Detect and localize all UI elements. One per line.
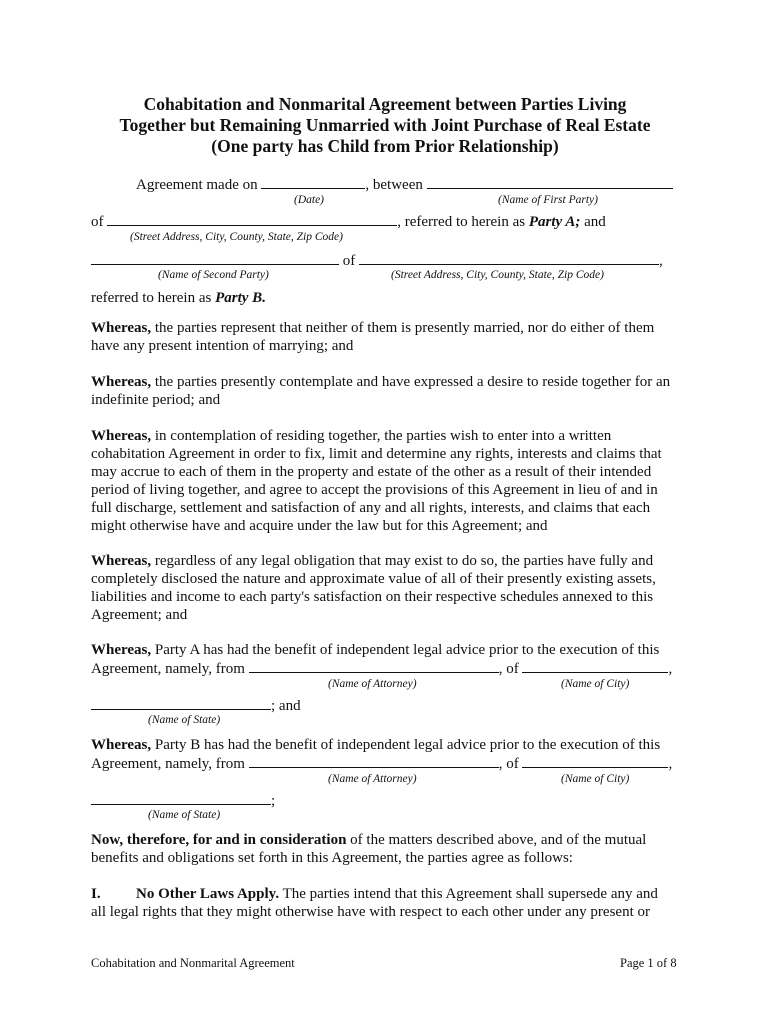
party-a-state-field[interactable] (91, 696, 271, 710)
first-party-address-field[interactable] (107, 212, 397, 226)
date-field[interactable] (261, 175, 365, 189)
paragraph-text: Party B has had the benefit of independent legal advice prior to the execution of this (154, 737, 661, 753)
whereas-label: Whereas, (91, 737, 152, 753)
whereas-paragraph-4 (91, 552, 681, 624)
of-text-2: of (342, 253, 356, 269)
party-b-attorney-field[interactable] (249, 754, 499, 768)
attorney-caption: (Name of Attorney) (328, 773, 417, 785)
between-text: , between (365, 177, 423, 193)
paragraph-text: benefits and obligations set forth in this Agreement, the parties agree as follows: (91, 850, 573, 866)
footer-page-number: Page 1 of 8 (620, 956, 677, 970)
party-a-attorney-field[interactable] (249, 659, 499, 673)
of-text: of (91, 214, 104, 230)
paragraph-text: the parties presently contemplate and have expressed a desire to reside together for an (154, 374, 671, 390)
party-b-text: referred to herein as (91, 290, 212, 306)
whereas-paragraph-5 (91, 641, 681, 659)
party-a-state-line (91, 696, 301, 715)
paragraph-text: have any present intention of marrying; and (91, 338, 354, 354)
paragraph-text: period of living together, and agree to accept the provisions of this Agreement in lieu of and in (91, 482, 658, 498)
party-b-label: Party B. (215, 290, 266, 306)
party-b-state-field[interactable] (91, 791, 271, 805)
paragraph-text: in contemplation of residing together, the parties wish to enter into a written (154, 428, 612, 444)
title-line-2: Together but Remaining Unmarried with Joint Purchase of Real Estate (119, 115, 651, 135)
paragraph-text: regardless of any legal obligation that may exist to do so, the parties have fully and (154, 553, 654, 569)
comma-text: , (659, 253, 663, 269)
comma-text: , (668, 661, 673, 677)
and-text: ; and (271, 698, 301, 714)
paragraph-text: cohabitation Agreement in order to fix, limit and determine any rights, interests and claims that (91, 446, 662, 462)
first-party-caption: (Name of First Party) (498, 194, 598, 206)
paragraph-text: The parties intend that this Agreement shall supersede any and (282, 886, 658, 902)
paragraph-text: may accrue to each of them in the property and estate of the other as a result of their intended (91, 464, 652, 480)
state-caption: (Name of State) (148, 809, 221, 821)
whereas-label: Whereas, (91, 320, 152, 336)
party-a-text: , referred to herein as (397, 214, 526, 230)
paragraph-text: Party A has had the benefit of independent legal advice prior to the execution of this (154, 642, 660, 658)
party-b-city-field[interactable] (522, 754, 668, 768)
date-caption: (Date) (294, 194, 325, 206)
party-a-label: Party A; (528, 214, 581, 230)
title-line-3: (One party has Child from Prior Relationship) (211, 136, 559, 156)
of-text: , of (498, 756, 519, 772)
of-text: , of (498, 661, 519, 677)
whereas-label: Whereas, (91, 553, 152, 569)
footer-document-name: Cohabitation and Nonmarital Agreement (91, 956, 295, 970)
whereas-label: Whereas, (91, 374, 152, 390)
intro-line-3 (91, 251, 663, 270)
second-party-address-field[interactable] (359, 251, 659, 265)
paragraph-text: all legal rights that they might otherwise have with respect to each other under any present or (91, 904, 650, 920)
paragraph-text: Agreement; and (91, 607, 188, 623)
party-a-city-field[interactable] (522, 659, 668, 673)
party-a-attorney-line (91, 659, 672, 678)
address-caption-2: (Street Address, City, County, State, Zip Code) (391, 269, 604, 281)
second-party-caption: (Name of Second Party) (158, 269, 269, 281)
paragraph-text: indefinite period; and (91, 392, 221, 408)
attorney-caption: (Name of Attorney) (328, 678, 417, 690)
city-caption: (Name of City) (561, 773, 630, 785)
intro-line-1 (136, 175, 673, 194)
intro-line-4 (91, 289, 266, 307)
first-party-name-field[interactable] (427, 175, 673, 189)
party-b-attorney-line (91, 754, 672, 773)
comma-text: , (668, 756, 673, 772)
intro-line-2 (91, 212, 606, 231)
address-caption-1: (Street Address, City, County, State, Zip Code) (130, 231, 343, 243)
paragraph-text: might otherwise have and acquire under the law but for this Agreement; and (91, 518, 548, 534)
paragraph-text: completely disclosed the nature and approximate value of all of their presently existing assets, (91, 571, 656, 587)
whereas-paragraph-1 (91, 319, 681, 355)
document-title (0, 94, 770, 157)
paragraph-text: the parties represent that neither of them is presently married, nor do either of them (154, 320, 655, 336)
section-heading: No Other Laws Apply. (136, 886, 280, 902)
section-1-paragraph (91, 885, 681, 921)
agreement-made-on-text: Agreement made on (136, 177, 258, 193)
namely-from-text: Agreement, namely, from (91, 756, 245, 772)
city-caption: (Name of City) (561, 678, 630, 690)
and-text: and (584, 214, 606, 230)
namely-from-text: Agreement, namely, from (91, 661, 245, 677)
second-party-name-field[interactable] (91, 251, 339, 265)
party-b-state-line (91, 791, 275, 810)
whereas-paragraph-2 (91, 373, 681, 409)
whereas-paragraph-6 (91, 736, 681, 754)
paragraph-text: full discharge, settlement and satisfaction of any and all rights, interests, and claims that each (91, 500, 651, 516)
now-therefore-label: Now, therefore, for and in consideration (91, 832, 347, 848)
whereas-label: Whereas, (91, 642, 152, 658)
state-caption: (Name of State) (148, 714, 221, 726)
whereas-paragraph-3 (91, 427, 681, 535)
paragraph-text: of the matters described above, and of the mutual (350, 832, 647, 848)
paragraph-text: liabilities and income to each party's satisfaction on their respective schedules annexed to this (91, 589, 654, 605)
title-line-1: Cohabitation and Nonmarital Agreement between Parties Living (143, 94, 627, 114)
whereas-label: Whereas, (91, 428, 152, 444)
now-therefore-paragraph (91, 831, 681, 867)
semicolon-text: ; (271, 793, 276, 809)
section-number: I. (91, 886, 101, 902)
